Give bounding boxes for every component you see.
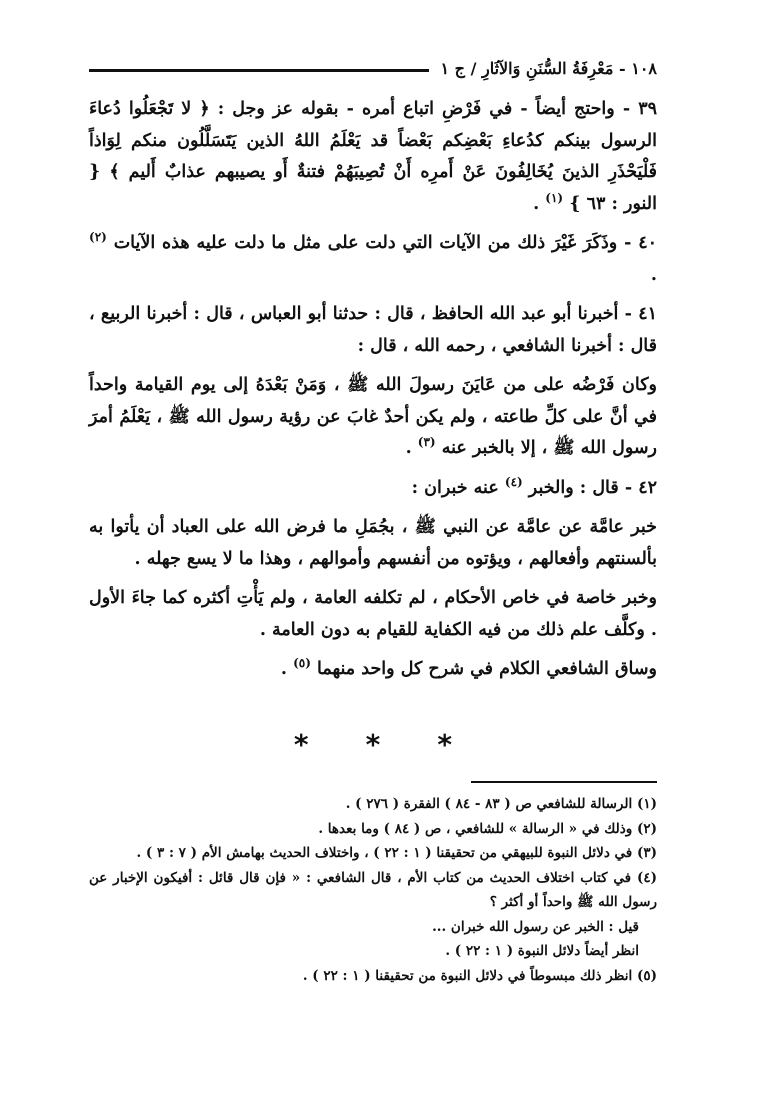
paragraph-text: وكان فَرْضُه على من عَايَنَ رسولَ الله ﷺ ، وَمَنْ بَعْدَهُ إلى يوم القيامة واحداً في أنَّ على كلِّ طاعته ، ولم يكن أحدٌ غابَ عن رؤية رسول الله ﷺ ، يَعْلَمُ أمرَ رسول الله ﷺ ، إلا بالخبر عنه: [89, 375, 657, 458]
paragraph-40: [89, 228, 657, 291]
section-separator: [89, 728, 657, 761]
paragraph-private-report: [89, 583, 657, 646]
paragraph-tail: .: [280, 659, 294, 679]
footnote-4-quote: قيل : الخبر عن رسول الله خبران ...: [432, 918, 639, 935]
paragraph-text: ٤١ - أخبرنا أبو عبد الله الحافظ ، قال : حدثنا أبو العباس ، قال : أخبرنا الربيع ، قال : أخبرنا الشافعي ، رحمه الله ، قال :: [89, 304, 657, 356]
footnote-3: (٣) في دلائل النبوة للبيهقي من تحقيقنا ( ١ : ٢٢ ) ، واختلاف الحديث بهامش الأم ( ٧ : ٣ ) .: [136, 845, 657, 861]
footnote-ref-1[interactable]: (١): [545, 190, 564, 205]
separator-star: *: [437, 728, 453, 761]
footnote-ref-3[interactable]: (٣): [417, 435, 436, 450]
paragraph-text: ٤٠ - وذَكَرَ غَيْرَ ذلك من الآيات التي دلت على مثل ما دلت عليه هذه الآيات: [113, 233, 657, 253]
paragraph-tail: عنه خبران :: [411, 477, 505, 498]
footnote-4-see-also: انظر أيضاً دلائل النبوة ( ١ : ٢٢ ) .: [445, 943, 639, 959]
running-title: ١٠٨ - مَعْرِفَةُ السُّنَنِ وَالآثَارِ / ج ١: [440, 59, 657, 78]
page-header: [89, 54, 657, 78]
paragraph-tail: .: [533, 193, 546, 214]
paragraph-42: [89, 473, 657, 505]
footnote-4: (٤) في كتاب اختلاف الحديث من كتاب الأم ، قال الشافعي : « فإن قال قائل : أفيكون الإخبار عن رسول الله ﷺ واحداً أو أكثر ؟: [89, 869, 657, 910]
paragraph-conclusion: [89, 654, 657, 686]
paragraph-tail: .: [405, 438, 418, 458]
separator-star: *: [293, 728, 309, 761]
paragraph-public-report: [89, 512, 657, 575]
paragraph-text: وخبر خاصة في خاص الأحكام ، لم تكلفه العامة ، ولم يَأْتِ أكثره كما جاءَ الأول . وكلَّف علم ذلك من فيه الكفاية للقيام به دون العامة .: [89, 588, 657, 640]
footnote-rule: [471, 781, 657, 783]
footnote-ref-2[interactable]: (٢): [89, 230, 107, 245]
paragraph-39: [89, 94, 657, 220]
footnote-1: (١) الرسالة للشافعي ص ( ٨٣ - ٨٤ ) الفقرة ( ٢٧٦ ) .: [345, 796, 657, 812]
main-text: [89, 94, 657, 694]
footnotes: [89, 792, 657, 988]
separator-star: *: [365, 728, 381, 761]
footnote-ref-4[interactable]: (٤): [504, 474, 523, 489]
footnote-ref-5[interactable]: (٥): [293, 656, 311, 671]
footnote-5: (٥) انظر ذلك مبسوطاً في دلائل النبوة من تحقيقنا ( ١ : ٢٢ ) .: [302, 967, 657, 984]
paragraph-41-quote: [89, 370, 657, 465]
paragraph-text: ٤٢ - قال : والخبر: [528, 477, 657, 498]
footnote-2: (٢) وذلك في « الرسالة » للشافعي ، ص ( ٨٤ ) وما بعدها .: [318, 820, 657, 837]
paragraph-text: وساق الشافعي الكلام في شرح كل واحد منهما: [317, 659, 657, 679]
paragraph-tail: .: [650, 264, 657, 285]
paragraph-text: ٣٩ - واحتج أيضاً - في فَرْضِ اتباع أمره - بقوله عز وجل : ﴿ لا تَجْعَلُوا دُعاءَ الرسول بينكم كدُعاءِ بَعْضِكم بَعْضاً قد يَعْلَمُ اللهُ الذين يَتَسَلَّلُون منكم لِوَاذاً فَلْيَحْذَرِ الذينَ يُخَالِفُونَ عَنْ أَمرِه أَنْ تُصِيبَهُمْ فتنةٌ أَو يصيبهم عذابٌ أَليم ﴾ { النور : ٦٣ }: [89, 99, 657, 214]
paragraph-41: [89, 299, 657, 362]
header-rule: [89, 69, 429, 72]
paragraph-text: خبر عامَّة عن عامَّة عن النبي ﷺ ، بجُمَلِ ما فرض الله على العباد أن يأتوا به بألسنتهم وأفعالهم ، ويؤتوه من أنفسهم وأموالهم ، وهذا ما لا يسع جهله .: [89, 517, 657, 569]
